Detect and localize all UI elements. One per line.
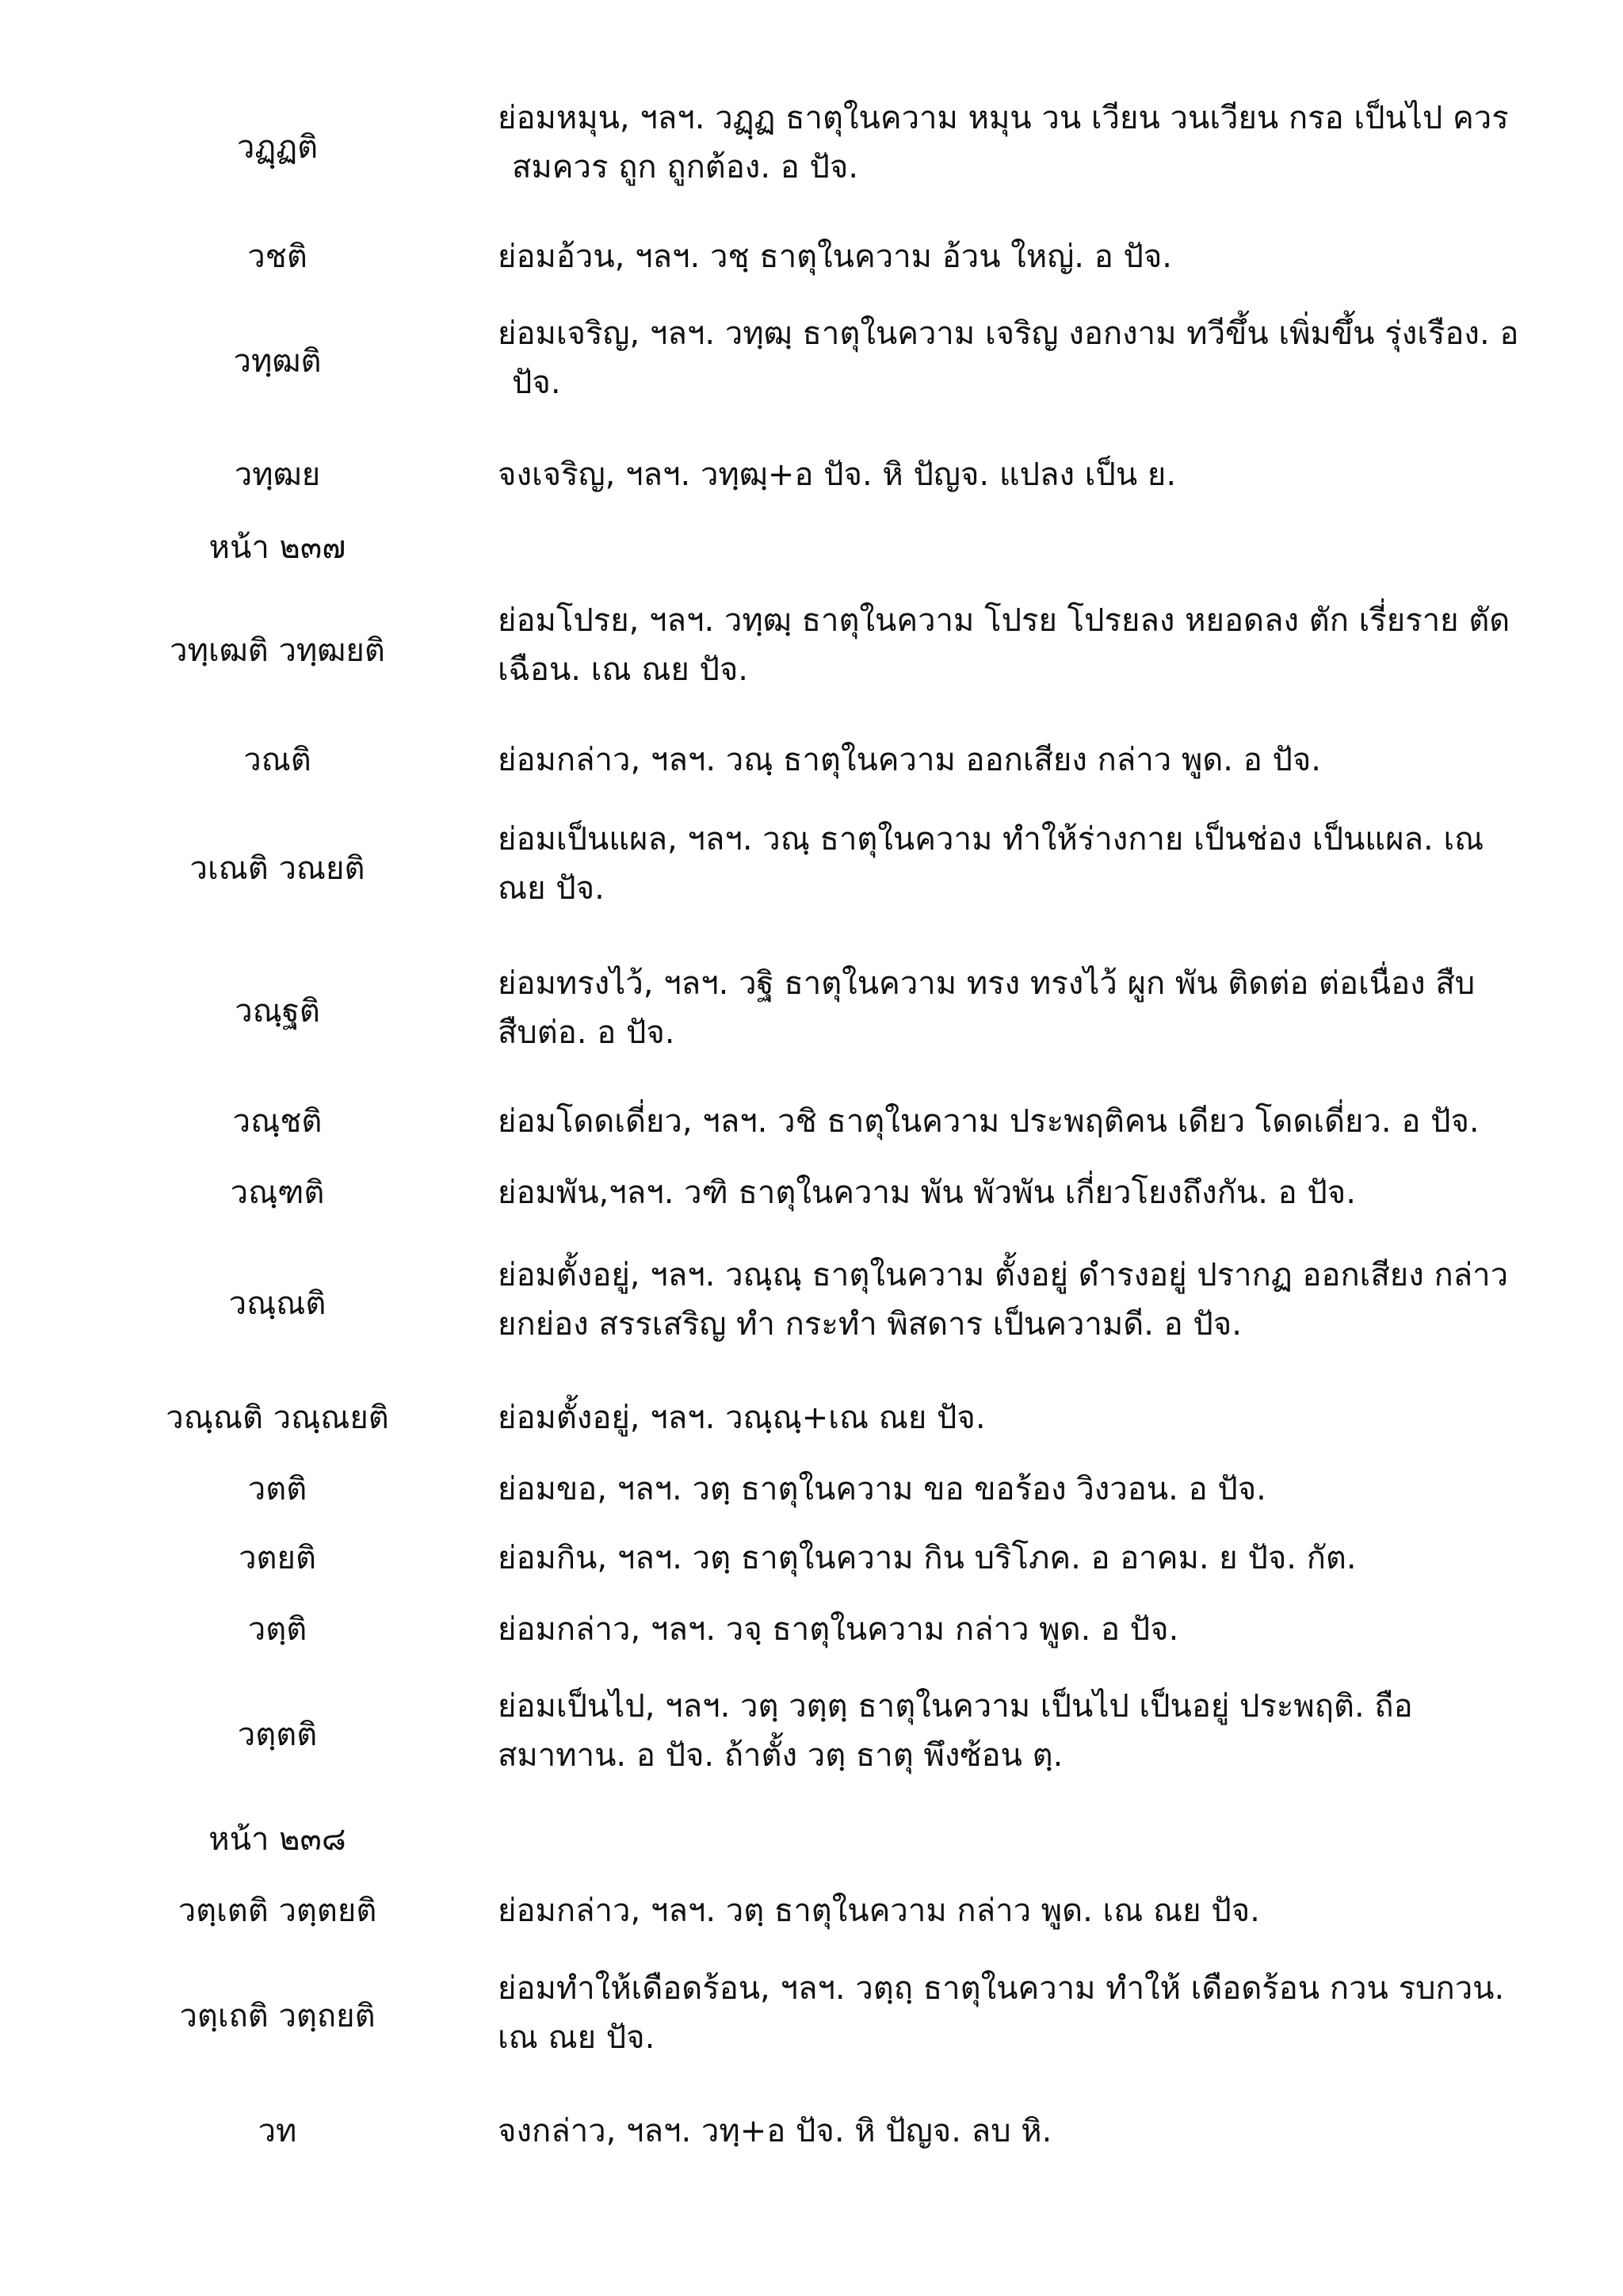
definition-line: สมควร ถูก ถูกต้อง. อ ปัจ. [512,149,859,185]
entry-headword: วชติ [247,239,307,275]
entry-headword: วตยติ [239,1540,316,1576]
entry-definition [498,596,1560,694]
entry-definition [498,232,1560,281]
entry-headword: วณฺณติ [228,1286,327,1322]
definition-line: สมาทาน. อ ปัจ. ถ้าตั้ง วตฺ ธาตุ พึงซ้อน ตฺ. [498,1737,1064,1774]
entry-headword: วตฺตติ [237,1717,318,1753]
definition-line: เณ ณย ปัจ. [498,2019,655,2056]
entry-headword: วทฺฒติ [233,343,322,380]
definition-line: ย่อมทรงไว้, ฯลฯ. วฐิ ธาตุในความ ทรง ทรงไว้ ผูก พัน ติดต่อ ต่อเนื่อง สืบ [498,965,1476,1002]
entry-headword: วตฺติ [247,1611,307,1648]
definition-line: ย่อมกิน, ฯลฯ. วตฺ ธาตุในความ กิน บริโภค. อ อาคม. ย ปัจ. กัต. [498,1540,1357,1576]
definition-line: สืบต่อ. อ ปัจ. [498,1014,675,1051]
definition-line: จงเจริญ, ฯลฯ. วทฺฒฺ+อ ปัจ. หิ ปัญจ. แปลง เป็น ย. [498,457,1177,493]
entry-definition [498,1605,1560,1654]
entry-definition [498,2107,1560,2156]
entry-definition [498,94,1560,192]
definition-line: ย่อมกล่าว, ฯลฯ. วจฺ ธาตุในความ กล่าว พูด. อ ปัจ. [498,1611,1179,1648]
entry-definition [498,309,1560,407]
definition-line: ณย ปัจ. [498,870,605,907]
entry-definition [498,1682,1560,1780]
definition-line: เฉือน. เณ ณย ปัจ. [498,651,749,688]
entry-definition [498,1886,1560,1935]
definition-line: ย่อมทำให้เดือดร้อน, ฯลฯ. วตฺถฺ ธาตุในความ ทำให้ เดือดร้อน กวน รบกวน. [498,1970,1505,2007]
definition-line: ย่อมตั้งอยู่, ฯลฯ. วณฺณฺ ธาตุในความ ตั้งอยู่ ดำรงอยู่ ปรากฏ ออกเสียง กล่าว [498,1257,1509,1293]
page-number-marker: หน้า ๒๓๘ [208,1821,346,1858]
entry-definition [498,959,1560,1057]
entry-headword: วตฺเตติ วตฺตยติ [178,1893,377,1929]
entry-headword: วตฺเถติ วตฺถยติ [179,1998,376,2034]
page-number-marker: หน้า ๒๓๗ [208,529,346,566]
entry-headword: วณติ [243,742,311,778]
entry-definition [498,815,1560,913]
entry-definition [498,735,1560,785]
definition-line: ย่อมเป็นไป, ฯลฯ. วตฺ วตฺตฺ ธาตุในความ เป็นไป เป็นอยู่ ประพฤติ. ถือ [498,1688,1413,1725]
entry-headword: วทฺฒย [234,457,321,493]
definition-line: จงกล่าว, ฯลฯ. วทฺ+อ ปัจ. หิ ปัญจ. ลบ หิ. [498,2113,1052,2149]
definition-line: ย่อมโดดเดี่ยว, ฯลฯ. วชิ ธาตุในความ ประพฤติคน เดียว โดดเดี่ยว. อ ปัจ. [498,1103,1480,1140]
entry-definition [498,1097,1560,1146]
entry-headword: วเณติ วณยติ [189,850,365,887]
entry-headword: วณฺฐติ [235,993,320,1030]
entry-headword: วณฺณติ วณฺณยติ [166,1400,389,1436]
entry-definition [498,1964,1560,2062]
definition-line: ย่อมหมุน, ฯลฯ. วฏฺฏ ธาตุในความ หมุน วน เวียน วนเวียน กรอ เป็นไป ควร [498,100,1509,136]
definition-line: ยกย่อง สรรเสริญ ทำ กระทำ พิสดาร เป็นความดี. อ ปัจ. [498,1306,1242,1343]
entry-headword: วท [258,2113,297,2149]
definition-line: ย่อมอ้วน, ฯลฯ. วชฺ ธาตุในความ อ้วน ใหญ่. อ ปัจ. [498,239,1172,275]
entry-headword: วฏฺฏติ [236,129,319,166]
entry-definition [498,450,1560,499]
definition-line: ย่อมตั้งอยู่, ฯลฯ. วณฺณฺ+เณ ณย ปัจ. [498,1400,986,1436]
entry-definition [498,1534,1560,1583]
definition-line: ปัจ. [512,365,561,401]
definition-line: ย่อมกล่าว, ฯลฯ. วตฺ ธาตุในความ กล่าว พูด. เณ ณย ปัจ. [498,1893,1260,1929]
entry-definition [498,1465,1560,1514]
entry-headword: วทฺเฒติ วทฺฒยติ [170,632,385,669]
entry-headword: วณฺชติ [232,1103,323,1140]
entry-definition [498,1168,1560,1217]
definition-line: ย่อมพัน,ฯลฯ. วฑิ ธาตุในความ พัน พัวพัน เกี่ยวโยงถึงกัน. อ ปัจ. [498,1175,1356,1211]
entry-definition [498,1251,1560,1349]
definition-line: ย่อมกล่าว, ฯลฯ. วณฺ ธาตุในความ ออกเสียง กล่าว พูด. อ ปัจ. [498,742,1322,778]
entry-headword: วณฺฑติ [230,1175,325,1211]
definition-line: ย่อมเป็นแผล, ฯลฯ. วณฺ ธาตุในความ ทำให้ร่างกาย เป็นช่อง เป็นแผล. เณ [498,821,1484,858]
definition-line: ย่อมเจริญ, ฯลฯ. วทฺฒฺ ธาตุในความ เจริญ งอกงาม ทวีขึ้น เพิ่มขึ้น รุ่งเรือง. อ [498,315,1519,352]
entry-definition [498,1393,1560,1442]
definition-line: ย่อมขอ, ฯลฯ. วตฺ ธาตุในความ ขอ ขอร้อง วิงวอน. อ ปัจ. [498,1471,1266,1507]
entry-headword: วตติ [247,1471,307,1507]
definition-line: ย่อมโปรย, ฯลฯ. วทฺฒฺ ธาตุในความ โปรย โปรยลง หยอดลง ตัก เรี่ยราย ตัด [498,602,1510,639]
